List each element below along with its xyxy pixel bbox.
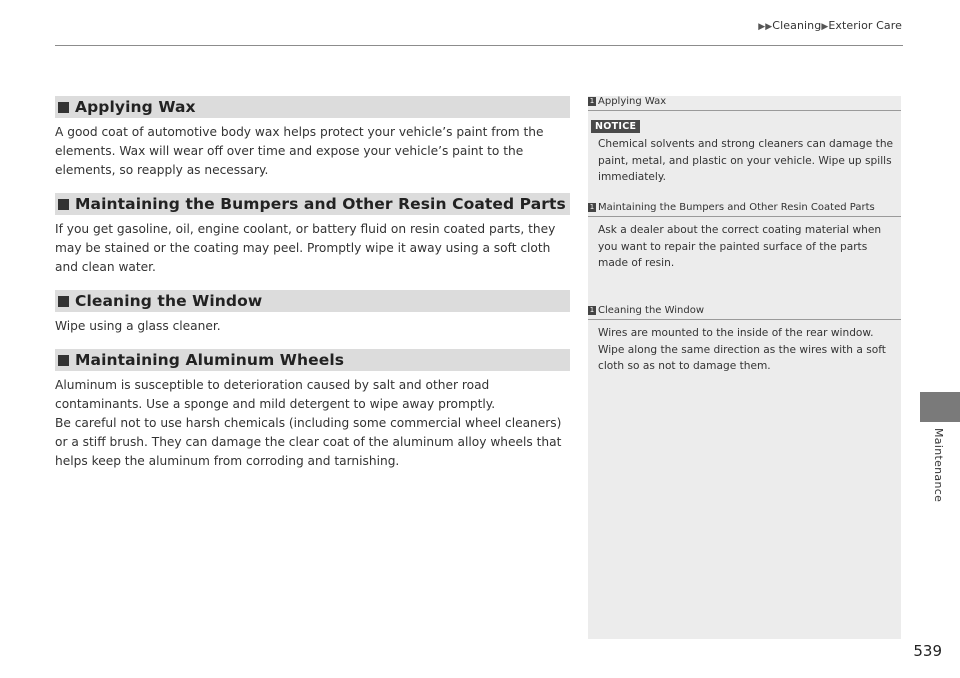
section-title: Applying Wax: [75, 98, 196, 116]
section-aluminum-wheels: [55, 349, 570, 471]
reference-marker-icon: 1: [589, 203, 595, 211]
section-heading: [55, 193, 570, 215]
section-title: Cleaning the Window: [75, 292, 263, 310]
section-paragraph: Wipe using a glass cleaner.: [55, 319, 221, 333]
heading-square-icon: [58, 199, 69, 210]
chapter-tab[interactable]: [920, 392, 960, 422]
note-title[interactable]: [588, 202, 901, 216]
note-window: [588, 305, 901, 375]
section-window: [55, 290, 570, 336]
note-title[interactable]: [588, 96, 901, 110]
breadcrumb-section[interactable]: Cleaning: [772, 19, 822, 32]
note-applying-wax: [588, 96, 901, 186]
reference-marker-icon: 1: [589, 306, 595, 314]
heading-square-icon: [58, 355, 69, 366]
section-heading: [55, 290, 570, 312]
chapter-tab-label: Maintenance: [932, 428, 945, 503]
section-bumpers: [55, 193, 570, 277]
section-paragraph: Aluminum is susceptible to deterioration caused by salt and other road contaminants. Use a sponge and mild detergent to wipe away promptly.: [55, 378, 496, 411]
heading-square-icon: [58, 102, 69, 113]
breadcrumb-separator-icon: ▶: [821, 22, 829, 32]
note-title-text: Applying Wax: [598, 96, 667, 107]
notice-badge: NOTICE: [591, 120, 640, 133]
section-heading: [55, 96, 570, 118]
section-applying-wax: [55, 96, 570, 180]
note-title-text: Maintaining the Bumpers and Other Resin Coated Parts: [598, 202, 875, 213]
reference-marker-icon: 1: [589, 97, 595, 105]
note-body: Ask a dealer about the correct coating material when you want to repair the painted surface of the parts made of resin.: [598, 224, 882, 269]
note-title[interactable]: [588, 305, 901, 319]
note-divider: [588, 319, 901, 320]
section-paragraph: Be careful not to use harsh chemicals (including some commercial wheel cleaners) or a stiff brush. They can damage the clear coat of the aluminum alloy wheels that helps keep the aluminum from corroding and tarnishing.: [55, 416, 562, 468]
note-title-text: Cleaning the Window: [598, 305, 705, 316]
header-divider: [55, 45, 903, 46]
section-heading: [55, 349, 570, 371]
breadcrumb-arrow-icon: ▶▶: [758, 22, 773, 32]
section-title: Maintaining the Bumpers and Other Resin Coated Parts: [75, 195, 566, 213]
heading-square-icon: [58, 296, 69, 307]
note-divider: [588, 110, 901, 111]
section-paragraph: If you get gasoline, oil, engine coolant, or battery fluid on resin coated parts, they may be stained or the coating may peel. Promptly wipe it away using a soft cloth and clean water.: [55, 222, 556, 274]
note-bumpers: [588, 202, 901, 272]
section-paragraph: A good coat of automotive body wax helps protect your vehicle’s paint from the elements. Wax will wear off over time and expose your vehicle’s paint to the elements, so reapply as necessary.: [55, 125, 544, 177]
note-divider: [588, 216, 901, 217]
note-body: Chemical solvents and strong cleaners can damage the paint, metal, and plastic on your vehicle. Wipe up spills immediately.: [598, 138, 894, 183]
notes-column: [588, 96, 901, 639]
breadcrumb-subsection[interactable]: Exterior Care: [828, 19, 902, 32]
note-body: Wires are mounted to the inside of the rear window. Wipe along the same direction as the wires with a soft cloth so as not to damage them.: [598, 327, 886, 372]
chapter-tab-label-wrap: [932, 428, 946, 508]
section-title: Maintaining Aluminum Wheels: [75, 351, 345, 369]
page-number: 539: [913, 642, 942, 660]
breadcrumb: [758, 19, 902, 32]
main-column: [55, 96, 570, 484]
